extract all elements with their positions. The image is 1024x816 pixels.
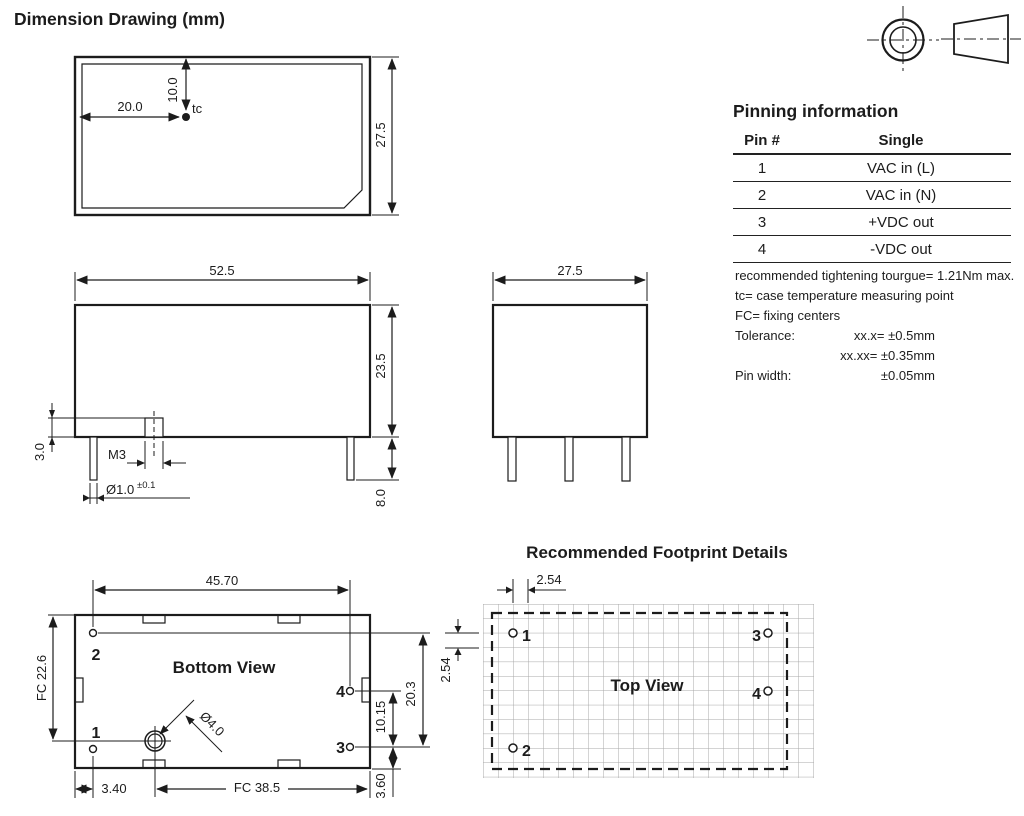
- footprint-pin-2-label: 2: [522, 743, 531, 760]
- bottom-pin-1: [90, 746, 97, 753]
- pin-number-cell: 2: [757, 186, 767, 204]
- note-fc: FC= fixing centers: [735, 308, 841, 323]
- footprint-pin-3: [764, 629, 772, 637]
- case-front-outline: [493, 305, 647, 437]
- dim-label-pin-dia-tol: ±0.1: [137, 480, 156, 491]
- dim-label-27-5-front: 27.5: [557, 263, 583, 278]
- pin-number-cell: 4: [757, 240, 767, 258]
- bottom-pin-4-label: 4: [336, 684, 345, 701]
- case-side-outline: [75, 305, 370, 437]
- note-torque: recommended tightening tourgue= 1.21Nm max.: [735, 268, 1015, 283]
- dim-label-m3: M3: [107, 447, 127, 462]
- pin-number-cell: 3: [757, 213, 767, 231]
- bottom-pin-2: [90, 630, 97, 637]
- tolerance-label: Tolerance:: [735, 328, 795, 343]
- footprint-view-label: Top View: [610, 676, 684, 695]
- pinning-information-panel: [733, 101, 1011, 263]
- footprint-title: Recommended Footprint Details: [526, 543, 788, 562]
- footprint-pin-3-label: 3: [752, 628, 761, 645]
- dim-label-3-0: 3.0: [32, 442, 47, 462]
- bottom-view-outline: [75, 615, 370, 768]
- side-pin-right: [347, 437, 354, 480]
- page-title: Dimension Drawing (mm): [14, 9, 225, 29]
- dim-label-3-40: 3.40: [101, 781, 127, 796]
- footprint-pin-2: [509, 744, 517, 752]
- tolerance-xx-value: xx.xx= ±0.35mm: [840, 348, 935, 363]
- note-tolerance-xx: [735, 346, 935, 366]
- bottom-pin-3-label: 3: [336, 740, 345, 757]
- pin-function-cell: -VDC out: [870, 240, 932, 258]
- case-top-outline: [75, 57, 370, 215]
- table-row: [733, 155, 1011, 182]
- dim-label-pitch-v: 2.54: [438, 657, 453, 683]
- front-pin-left: [508, 437, 516, 481]
- bottom-pin-1-label: 1: [91, 725, 101, 742]
- table-row: [733, 209, 1011, 236]
- footprint-pin-1: [509, 629, 517, 637]
- dim-label-10-0: 10.0: [165, 77, 180, 103]
- case-top-inner-outline: [82, 64, 362, 208]
- dim-label-fc-38-5: FC 38.5: [233, 780, 281, 795]
- pin-function-cell: VAC in (N): [865, 186, 937, 204]
- case-top-view: [75, 57, 399, 215]
- footprint-pin-4-label: 4: [752, 686, 761, 703]
- note-tolerance-x: [735, 326, 935, 346]
- note-pin-width: [735, 366, 935, 386]
- dim-label-fc-22-6: FC 22.6: [34, 654, 49, 702]
- dim-label-10-15: 10.15: [373, 700, 388, 734]
- pin-width-value: ±0.05mm: [880, 368, 935, 383]
- pin-width-label: Pin width:: [735, 368, 792, 383]
- pinning-title: Pinning information: [733, 101, 899, 121]
- case-side-view: [48, 272, 399, 504]
- dim-label-52-5: 52.5: [209, 263, 235, 278]
- case-bottom-view: [48, 580, 430, 798]
- bottom-pin-4: [347, 688, 354, 695]
- pin-cross-section-icon: [867, 6, 939, 74]
- footprint-pin-1-label: 1: [522, 628, 531, 645]
- pinning-table-header: [733, 127, 1011, 155]
- table-row: [733, 236, 1011, 263]
- pin-function-cell: +VDC out: [868, 213, 934, 231]
- dim-label-8-0: 8.0: [373, 488, 388, 508]
- bottom-view-title: Bottom View: [172, 658, 276, 677]
- dim-label-3-60: 3.60: [373, 773, 388, 799]
- column-header-pin: Pin #: [744, 131, 780, 149]
- dim-label-pin-dia: Ø1.0: [106, 482, 135, 497]
- tolerance-x-value: xx.x= ±0.5mm: [853, 328, 935, 343]
- tc-point: [182, 113, 190, 121]
- drawing-notes: [735, 266, 1020, 386]
- pin-function-cell: VAC in (L): [866, 159, 936, 177]
- bottom-pin-2-label: 2: [91, 647, 101, 664]
- dim-label-20-0: 20.0: [117, 99, 143, 114]
- footprint-pin-4: [764, 687, 772, 695]
- dim-label-23-5: 23.5: [373, 353, 388, 379]
- pin-side-profile-icon: [941, 15, 1021, 63]
- dim-label-27-5-top-view: 27.5: [373, 122, 388, 148]
- dim-label-hole-dia: Ø4.0: [196, 708, 228, 740]
- front-pin-middle: [565, 437, 573, 481]
- dim-label-pitch-h: 2.54: [536, 572, 562, 587]
- note-tc: tc= case temperature measuring point: [735, 288, 954, 303]
- case-front-view: [493, 272, 647, 481]
- column-header-single: Single: [878, 131, 924, 149]
- pin-number-cell: 1: [757, 159, 767, 177]
- front-pin-right: [622, 437, 630, 481]
- bottom-pin-3: [347, 744, 354, 751]
- dim-label-20-3: 20.3: [403, 681, 418, 707]
- side-pin-left: [90, 437, 97, 480]
- tc-label: tc: [192, 101, 203, 116]
- dim-label-45-70: 45.70: [205, 573, 239, 588]
- table-row: [733, 182, 1011, 209]
